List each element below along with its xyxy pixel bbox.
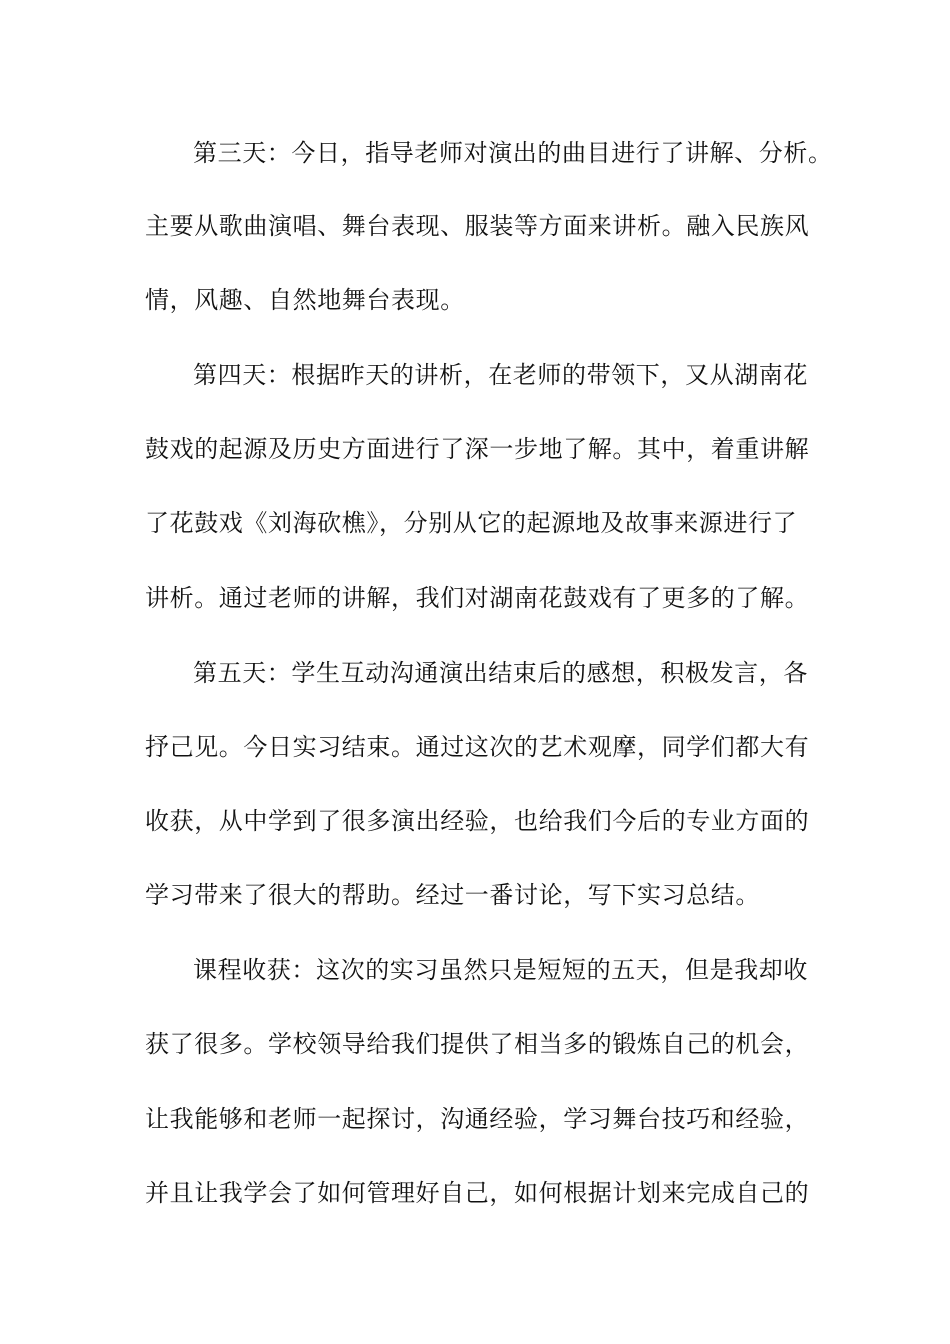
- paragraph-gains-line-4: 并且让我学会了如何管理好自己，如何根据计划来完成自己的: [145, 1179, 810, 1207]
- paragraph-day4-line-1: 第四天：根据昨天的讲析，在老师的带领下，又从湖南花: [193, 361, 808, 389]
- paragraph-day3-line-1: 第三天：今日，指导老师对演出的曲目进行了讲解、分析。: [193, 139, 833, 167]
- paragraph-day3-line-2: 主要从歌曲演唱、舞台表现、服装等方面来讲析。融入民族风: [145, 212, 810, 240]
- paragraph-day5-line-2: 抒己见。今日实习结束。通过这次的艺术观摩，同学们都大有: [145, 733, 810, 761]
- paragraph-day5-line-3: 收获，从中学到了很多演出经验，也给我们今后的专业方面的: [145, 807, 810, 835]
- paragraph-day4-line-4: 讲析。通过老师的讲解，我们对湖南花鼓戏有了更多的了解。: [145, 584, 810, 612]
- paragraph-day4-line-2: 鼓戏的起源及历史方面进行了深一步地了解。其中，着重讲解: [145, 435, 810, 463]
- paragraph-gains-line-2: 获了很多。学校领导给我们提供了相当多的锻炼自己的机会，: [145, 1030, 810, 1058]
- paragraph-gains-line-1: 课程收获：这次的实习虽然只是短短的五天，但是我却收: [193, 956, 808, 984]
- paragraph-day3-line-3: 情，风趣、自然地舞台表现。: [145, 286, 465, 314]
- paragraph-day4-line-3: 了花鼓戏《刘海砍樵》，分别从它的起源地及故事来源进行了: [145, 509, 798, 537]
- paragraph-day5-line-1: 第五天：学生互动沟通演出结束后的感想，积极发言，各: [193, 659, 808, 687]
- paragraph-gains-line-3: 让我能够和老师一起探讨，沟通经验，学习舞台技巧和经验，: [145, 1105, 810, 1133]
- paragraph-day5-line-4: 学习带来了很大的帮助。经过一番讨论，写下实习总结。: [145, 881, 760, 909]
